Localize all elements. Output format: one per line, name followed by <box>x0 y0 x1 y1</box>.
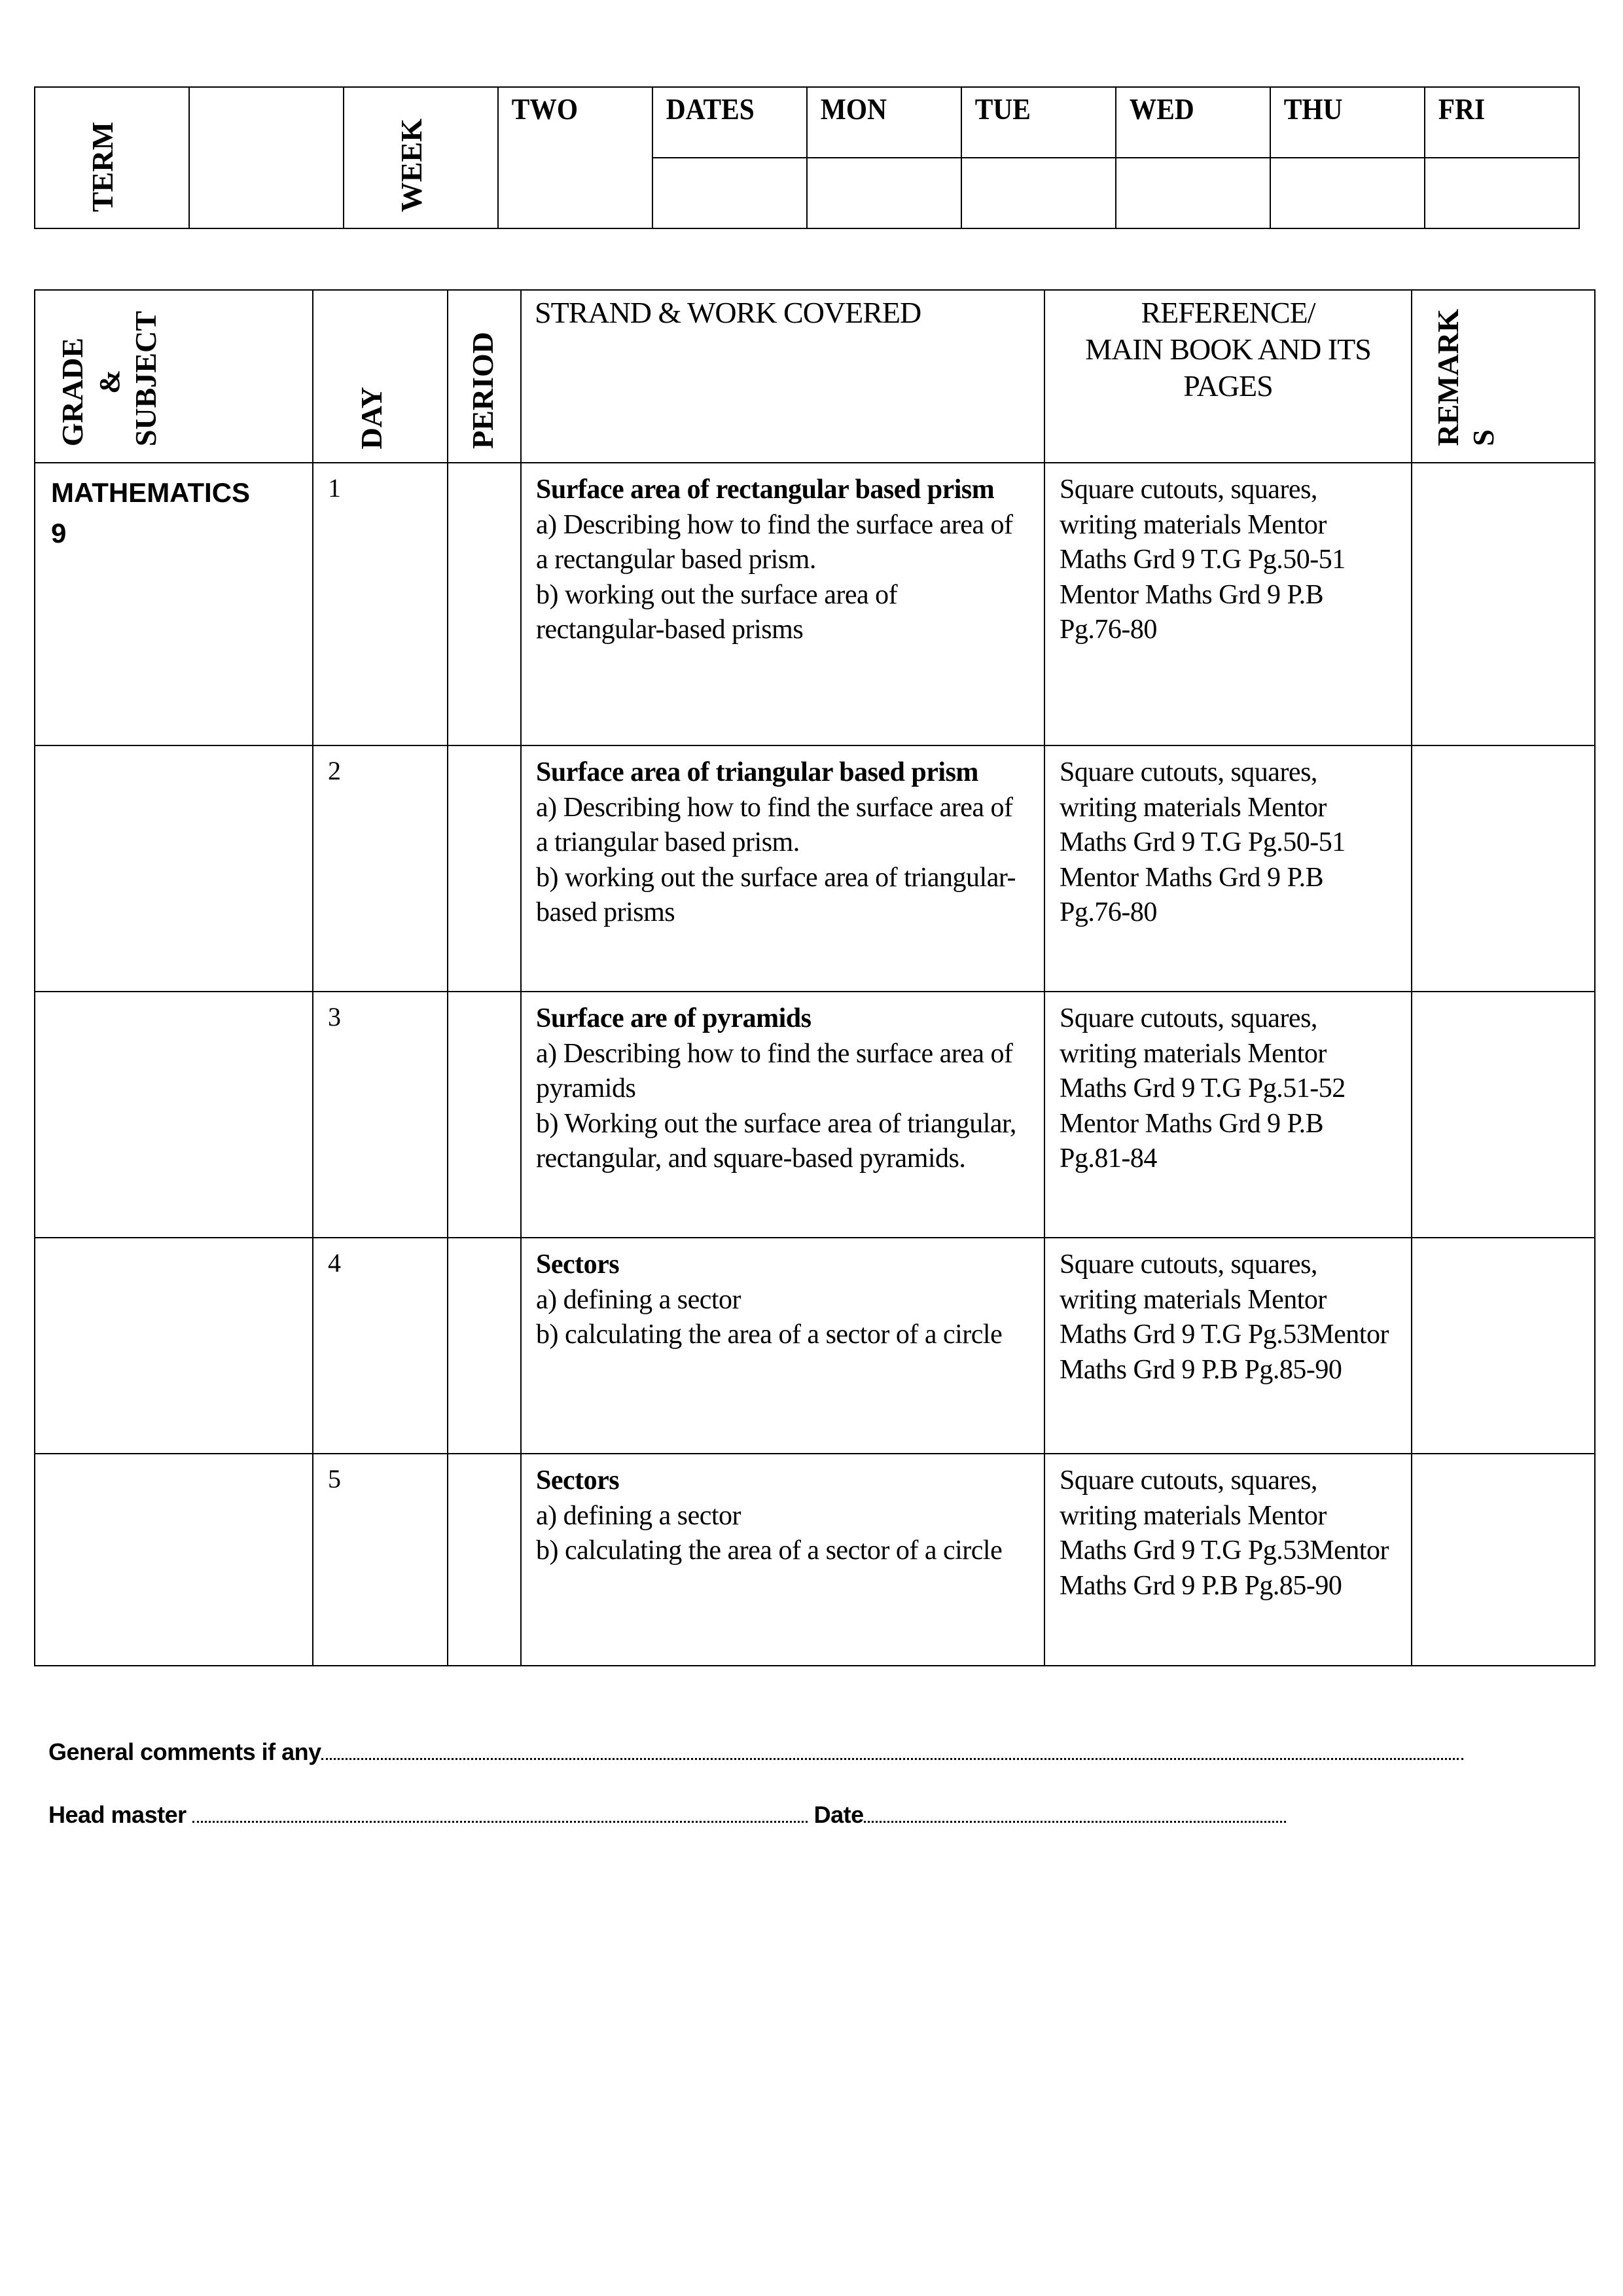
header-strand <box>521 290 1044 463</box>
day-cell <box>313 992 448 1238</box>
reference-cell <box>1044 992 1412 1238</box>
week-label-cell <box>344 87 498 228</box>
day-label-mon: MON <box>820 92 887 126</box>
subject-cell <box>35 463 313 745</box>
reference-cell <box>1044 1238 1412 1454</box>
strand-objective-a: a) Describing how to find the surface area of pyramids <box>536 1038 1013 1103</box>
strand-title: Sectors <box>536 1249 620 1280</box>
header-day-label: DAY <box>355 386 388 449</box>
date-field[interactable] <box>864 1801 1286 1823</box>
strand-cell <box>521 1454 1044 1666</box>
header-grade-subject <box>35 290 313 463</box>
day-number: 3 <box>328 1002 341 1031</box>
strand-objective-b: b) calculating the area of a sector of a circle <box>536 1535 1003 1566</box>
dates-label: DATES <box>666 92 755 126</box>
week-label: WEEK <box>395 118 428 212</box>
header-remarks <box>1412 290 1595 463</box>
remarks-cell[interactable] <box>1412 1454 1595 1666</box>
date-cell-tue[interactable] <box>961 158 1116 228</box>
day-cell <box>313 745 448 992</box>
reference-text: Square cutouts, squares, writing materials Mentor Maths Grd 9 T.G Pg.53Mentor Maths Grd 9 P.B Pg.85-90 <box>1060 1465 1389 1601</box>
header-subject-label: SUBJECT <box>129 310 162 446</box>
strand-objective-a: a) defining a sector <box>536 1284 741 1315</box>
scheme-of-work-table <box>34 289 1596 1666</box>
day-cell <box>313 463 448 745</box>
subject-cell <box>35 992 313 1238</box>
table-row <box>35 1238 1595 1454</box>
day-label-tue: TUE <box>974 92 1031 126</box>
reference-text: Square cutouts, squares, writing materials Mentor Maths Grd 9 T.G Pg.50-51 Mentor Maths Grd 9 P.B Pg.76-80 <box>1060 757 1346 927</box>
date-cell-thu[interactable] <box>1270 158 1425 228</box>
date-cell-dates[interactable] <box>652 158 807 228</box>
strand-title: Surface area of rectangular based prism <box>536 475 995 505</box>
general-comments-field[interactable] <box>321 1738 1463 1760</box>
strand-title: Surface area of triangular based prism <box>536 757 978 787</box>
subject-cell <box>35 745 313 992</box>
strand-objective-b: b) calculating the area of a sector of a circle <box>536 1319 1003 1350</box>
header-grade-label: GRADE <box>56 337 89 446</box>
term-value-cell[interactable] <box>189 87 344 228</box>
period-cell[interactable] <box>448 745 521 992</box>
term-label-cell <box>35 87 189 228</box>
strand-objective-a: a) Describing how to find the surface area of a triangular based prism. <box>536 792 1013 857</box>
week-value-cell[interactable] <box>498 87 652 228</box>
week-info-table <box>34 86 1580 229</box>
week-value: TWO <box>511 92 579 126</box>
day-label-fri: FRI <box>1438 92 1486 126</box>
strand-objective-a: a) defining a sector <box>536 1500 741 1531</box>
header-period-label: PERIOD <box>466 332 499 449</box>
day-number: 5 <box>328 1464 341 1494</box>
strand-objective-b: b) working out the surface area of triangular-based prisms <box>536 862 1016 927</box>
header-reference-line3: PAGES <box>1183 369 1273 403</box>
reference-text: Square cutouts, squares, writing materials Mentor Maths Grd 9 T.G Pg.51-52 Mentor Maths Grd 9 P.B Pg.81-84 <box>1060 1003 1346 1174</box>
reference-text: Square cutouts, squares, writing materials Mentor Maths Grd 9 T.G Pg.50-51 Mentor Maths Grd 9 P.B Pg.76-80 <box>1060 475 1346 645</box>
header-remarks-line1: REMARK <box>1431 309 1465 446</box>
strand-cell <box>521 745 1044 992</box>
subject-cell <box>35 1454 313 1666</box>
header-day <box>313 290 448 463</box>
day-label-thu: THU <box>1283 92 1343 126</box>
reference-cell <box>1044 745 1412 992</box>
day-cell <box>313 1454 448 1666</box>
day-cell <box>313 1238 448 1454</box>
day-header-mon <box>807 87 961 158</box>
period-cell[interactable] <box>448 1238 521 1454</box>
table-row <box>35 745 1595 992</box>
header-period <box>448 290 521 463</box>
strand-title: Sectors <box>536 1465 620 1496</box>
header-ampersand-label: & <box>94 370 126 394</box>
header-reference-line1: REFERENCE/ <box>1141 296 1315 329</box>
general-comments-row <box>48 1738 1463 1766</box>
day-label-wed: WED <box>1129 92 1194 126</box>
table-row <box>35 992 1595 1238</box>
header-strand-label: STRAND & WORK COVERED <box>535 296 921 329</box>
strand-cell <box>521 992 1044 1238</box>
date-cell-fri[interactable] <box>1425 158 1579 228</box>
term-label: TERM <box>86 122 119 212</box>
subject-cell <box>35 1238 313 1454</box>
table-row <box>35 1454 1595 1666</box>
day-number: 1 <box>328 473 341 503</box>
reference-text: Square cutouts, squares, writing materials Mentor Maths Grd 9 T.G Pg.53Mentor Maths Grd 9 P.B Pg.85-90 <box>1060 1249 1389 1385</box>
header-reference <box>1044 290 1412 463</box>
day-number: 2 <box>328 756 341 785</box>
reference-cell <box>1044 1454 1412 1666</box>
remarks-cell[interactable] <box>1412 745 1595 992</box>
period-cell[interactable] <box>448 1454 521 1666</box>
day-header-tue <box>961 87 1116 158</box>
day-header-fri <box>1425 87 1579 158</box>
header-remarks-line2: S <box>1467 429 1500 446</box>
strand-objective-a: a) Describing how to find the surface area of a rectangular based prism. <box>536 509 1013 575</box>
head-master-field[interactable] <box>192 1801 808 1823</box>
grade-label: 9 <box>51 518 67 548</box>
strand-objective-b: b) working out the surface area of rectangular-based prisms <box>536 579 898 645</box>
strand-objective-b: b) Working out the surface area of triangular, rectangular, and square-based pyramids. <box>536 1108 1016 1174</box>
date-cell-wed[interactable] <box>1116 158 1270 228</box>
day-number: 4 <box>328 1248 341 1278</box>
head-master-label: Head master <box>48 1801 187 1828</box>
reference-cell <box>1044 463 1412 745</box>
day-header-thu <box>1270 87 1425 158</box>
period-cell[interactable] <box>448 463 521 745</box>
strand-cell <box>521 463 1044 745</box>
period-cell[interactable] <box>448 992 521 1238</box>
date-label: Date <box>813 1801 864 1828</box>
strand-cell <box>521 1238 1044 1454</box>
subject-label: MATHEMATICS <box>51 477 251 508</box>
date-cell-mon[interactable] <box>807 158 961 228</box>
signature-row <box>48 1801 1286 1829</box>
subject-name <box>35 463 312 554</box>
remarks-cell[interactable] <box>1412 463 1595 745</box>
header-reference-line2: MAIN BOOK AND ITS <box>1085 332 1371 366</box>
table-row <box>35 463 1595 745</box>
remarks-cell[interactable] <box>1412 992 1595 1238</box>
day-header-wed <box>1116 87 1270 158</box>
remarks-cell[interactable] <box>1412 1238 1595 1454</box>
dates-label-cell <box>652 87 807 158</box>
general-comments-label: General comments if any <box>48 1738 321 1765</box>
strand-title: Surface are of pyramids <box>536 1003 812 1033</box>
